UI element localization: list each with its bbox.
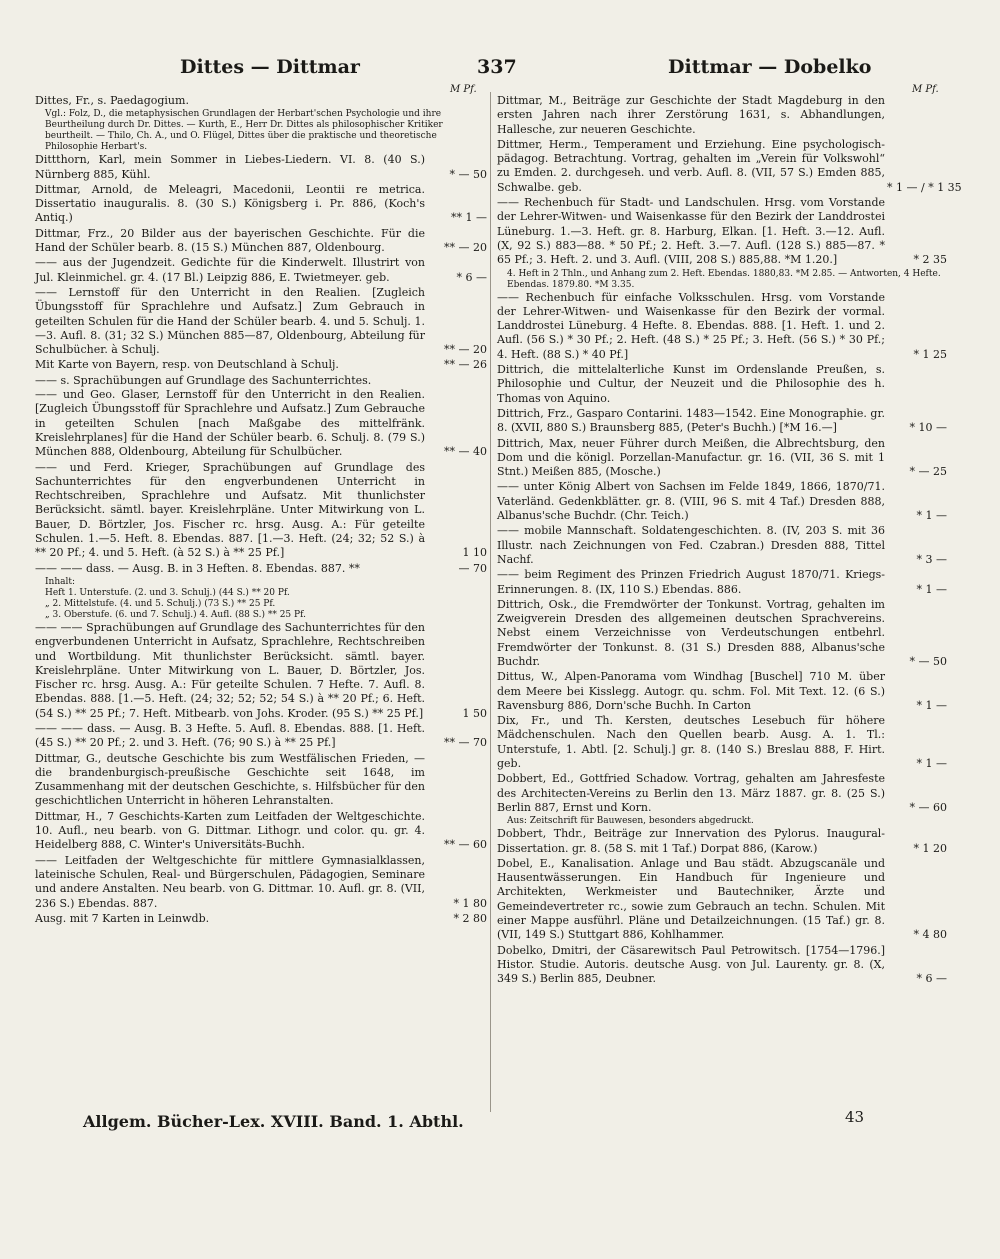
signature-number: 43 [845,1108,865,1126]
entry-price: * 1 — [916,757,947,771]
running-head-right: Dittmar — Dobelko [668,56,872,78]
entry-price: * 1 25 [913,347,947,361]
bibliography-entry [497,714,947,771]
entry-text: Dittrich, Osk., die Fremdwörter der Tonkunst. Vortrag, gehalten im Zweigverein Dresden des allgemeinen deutschen Sprachvereins. Nebst einem Verzeichnisse von Verdeutschungen entbehrl. Fremdwörter der Tonkunst. 8. (31 S.) Dresden 888, Albanus'sche Buchdr. [497,597,885,668]
entry-text: —— aus der Jugendzeit. Gedichte für die Kinderwelt. Illustrirt von Jul. Kleinmichel. gr. 4. (17 Bl.) Leipzig 886, E. Twietmeyer. geb. [35,256,425,284]
entry-price: * 1 — [916,698,947,712]
bibliography-entry [497,94,947,137]
entry-note: Inhalt: Heft 1. Unterstufe. (2. und 3. Schulj.) (44 S.) ** 20 Pf. „ 2. Mittelstufe. (4. und 5. Schulj.) (73 S.) ** 25 Pf. „ 3. Oberstufe. (6. und 7. Schulj.) 4. Aufl. (88 S.) ** 25 Pf. [45,576,306,620]
entry-text: —— beim Regiment des Prinzen Friedrich August 1870/71. Kriegs-Erinnerungen. 8. (IX, 110 S.) Ebendas. 886. [497,568,885,596]
bibliography-entry [497,196,947,267]
entry-price: * — 50 [449,167,487,181]
entry-text: Dittthorn, Karl, mein Sommer in Liebes-Liedern. VI. 8. (40 S.) Nürnberg 885, Kühl. [35,153,425,181]
entry-price: * 2 35 [913,253,947,267]
entry-text: Dobbert, Thdr., Beiträge zur Innervation des Pylorus. Inaugural-Dissertation. gr. 8. (58 S. mit 1 Taf.) Dorpat 886, (Karow.) [497,827,885,855]
bibliography-entry [35,912,487,926]
entry-price: * 1 — [916,509,947,523]
entry-text: —— —— Sprachübungen auf Grundlage des Sachunterrichtes für den engverbundenen Unterricht in Aufsatz, Sprachlehre, Rechtschreiben und Wortbildung. Mit thunlichster Berücksicht. sämtl. bayer. Kreislehrpläne. Unter Mitwirkung von L. Bauer, D. Börtzler, Jos. Fischer rc. hrsg. Ausg. A.: Für geteilte Schulen. 7 Hefte. 7. Aufl. 8. Ebendas. 888. [1.—5. Heft. (24; 32; 52; 52; 54 S.) à ** 20 Pf.; 6. Heft. (54 S.) ** 25 Pf.; 7. Heft. Mitbearb. von Johs. Kroder. (95 S.) ** 25 Pf.] [35,620,425,720]
entry-text: Dittrich, Frz., Gasparo Contarini. 1483—1542. Eine Monographie. gr. 8. (XVII, 880 S.) Braunsberg 885, (Peter's Buchh.) [*M 16.—] [497,406,885,435]
column-divider [490,92,491,1112]
entry-price: * — 25 [909,465,947,479]
bibliography-entry [497,944,947,987]
bibliography-entry [497,524,947,567]
entry-price: 1 10 [462,546,487,560]
running-head-left: Dittes — Dittmar [180,56,360,78]
entry-price: * — 60 [909,800,947,814]
entry-text: Dittus, W., Alpen-Panorama vom Windhag [Buschel] 710 M. über dem Meere bei Kisslegg. Autogr. qu. schm. Fol. Mit Text. 12. (6 S.) Ravensburg 886, Dorn'sche Buchh. In Carton [497,670,885,712]
bibliography-entry [497,670,947,713]
entry-text: —— Lernstoff für den Unterricht in den Realien. [Zugleich Übungsstoff für Sprachlehre und Aufsatz.] Zum Gebrauch in geteilten Schulen für die Hand der Schüler bearb. 4. und 5. Schulj. 1.—3. Aufl. 8. (31; 32 S.) München 885—87, Oldenbourg, Abteilung für Schulbücher. à Schulj. [35,285,425,357]
price-column-head-left: M Pf. [450,84,477,95]
entry-text: —— —— dass. — Ausg. B. in 3 Heften. 8. Ebendas. 887. ** [35,561,360,575]
entry-price: * 3 — [916,552,947,566]
entry-text: Dittmar, M., Beiträge zur Geschichte der Stadt Magdeburg in den ersten Jahren nach ihrer Zerstörung 1631, s. Abhandlungen, Hallesche, zur neueren Geschichte. [497,94,885,136]
bibliography-entry [497,437,947,480]
bibliography-entry [35,722,487,751]
entry-price: ** — 70 [444,736,487,750]
entry-text: —— mobile Mannschaft. Soldatengeschichten. 8. (IV, 203 S. mit 36 Illustr. nach Zeichnungen von Fed. Czabran.) Dresden 888, Tittel Nachf. [497,524,885,566]
entry-text: —— und Ferd. Krieger, Sprachübungen auf Grundlage des Sachunterrichtes für den engverbundenen Unterricht in Rechtschreiben, Sprachlehre und Aufsatz. Mit thunlichster Berücksicht. sämtl. bayer. Kreislehrpläne. Unter Mitwirkung von L. Bauer, D. Börtzler, Jos. Fischer rc. hrsg. Ausg. A.: Für geteilte Schulen. 1.—5. Heft. 8. Ebendas. 887. [1.—3. Heft. (24; 32; 52 S.) à ** 20 Pf.; 4. und 5. Heft. (à 52 S.) à ** 25 Pf.] [35,460,425,560]
bibliography-entry [497,407,947,436]
entry-text: Dobel, E., Kanalisation. Anlage und Bau städt. Abzugscanäle und Hausentwässerungen. Ein Handbuch für Ingenieure und Architekten, Werkmeister und Bautechniker, Ärzte und Gemeindevertreter rc., sowie zum Gebrauch an techn. Schulen. Mit einer Mappe ausführl. Pläne und Detailzeichnungen. (15 Taf.) gr. 8. (VII, 149 S.) Stuttgart 886, Kohlhammer. [497,856,885,942]
entry-price: * 6 — [916,972,947,986]
bibliography-entry [497,857,947,943]
entry-text: —— s. Sprachübungen auf Grundlage des Sachunterrichtes. —— und Geo. Glaser, Lernstoff für den Unterricht in den Realien. [Zugleich Übungsstoff für Sprachlehre und Aufsatz.] Zum Gebrauche in geteilten Schulen [nach Maßgabe des mittelfränk. Kreislehrplanes] für die Hand der Schüler bearb. 6. Schulj. 8. (79 S.) München 888, Oldenbourg, Abteilung für Schulbücher. [35,373,425,459]
bibliography-entry [35,358,487,372]
bibliography-entry [35,374,487,460]
entry-text: —— Rechenbuch für Stadt- und Landschulen. Hrsg. vom Vorstande der Lehrer-Witwen- und Waisenkasse für den Bezirk der Landdrostei Lüneburg. 1.—3. Heft. gr. 8. Harburg, Elkan. [1. Heft. 3.—12. Aufl. (X, 92 S.) 883—88. * 50 Pf.; 2. Heft. 3.—7. Aufl. (128 S.) 885—87. * 65 Pf.; 3. Heft. 2. und 3. Aufl. (VIII, 208 S.) 885,88. *M 1.20.] [497,196,885,267]
entry-price: ** — 40 [444,445,487,459]
entry-price: ** — 20 [444,343,487,357]
entry-text: Mit Karte von Bayern, resp. von Deutschland à Schulj. [35,358,339,372]
bibliography-entry [35,621,487,721]
entry-price: ** — 26 [444,358,487,372]
entry-price: * 4 80 [913,928,947,942]
entry-note: Vgl.: Folz, D., die metaphysischen Grundlagen der Herbart'schen Psychologie und ihre Beurtheilung durch Dr. Dittes. — Kurth, E., Herr Dr. Dittes als philosophischer Kritiker beurtheilt. — Thilo, Ch. A., und O. Flügel, Dittes über die praktische und theoretische Philosophie Herbart's. [45,109,443,153]
entry-price: * — 50 [909,654,947,668]
entry-price: * 2 80 [453,911,487,925]
bibliography-entry [497,480,947,523]
entry-price: * 6 — [456,270,487,284]
entry-note: Aus: Zeitschrift für Bauwesen, besonders abgedruckt. [507,816,754,827]
entry-text: —— —— dass. — Ausg. B. 3 Hefte. 5. Aufl. 8. Ebendas. 888. [1. Heft. (45 S.) ** 20 Pf.; 2. und 3. Heft. (76; 90 S.) à ** 25 Pf.] [35,721,425,750]
bibliography-entry [497,568,947,597]
entry-text: Dittmer, Herm., Temperament und Erziehung. Eine psychologisch-pädagog. Betrachtung. Vortrag, gehalten im „Verein für Volkswohl“ zu Emden. 2. durchgeseh. und verb. Aufl. 8. (VII, 57 S.) Emden 885, Schwalbe. geb. [497,137,885,194]
entry-price: * 1 80 [453,896,487,910]
entry-price: ** — 60 [444,838,487,852]
entry-text: Dittmar, H., 7 Geschichts-Karten zum Leitfaden der Weltgeschichte. 10. Aufl., neu bearb. von G. Dittmar. Lithogr. und color. qu. gr. 4. Heidelberg 888, C. Winter's Universitäts-Buchh. [35,809,425,852]
entry-price: — 70 [458,561,487,575]
right-column [497,94,962,988]
entry-text: Dittrich, die mittelalterliche Kunst im Ordenslande Preußen, s. Philosophie und Cultur, der Neuzeit und die Philosophie des h. Thomas von Aquino. [497,363,885,405]
bibliography-entry [497,363,947,406]
entry-text: Dix, Fr., und Th. Kersten, deutsches Lesebuch für höhere Mädchenschulen. Nach den Quellen bearb. Ausg. A. 1. Tl.: Unterstufe, 1. Abtl. [2. Schulj.] gr. 8. (140 S.) Breslau 888, F. Hirt. geb. [497,714,885,771]
bibliography-entry [35,183,487,226]
bibliography-entry [35,94,487,108]
bibliography-entry [35,752,487,809]
entry-text: Dittrich, Max, neuer Führer durch Meißen, die Albrechtsburg, den Dom und die königl. Porzellan-Manufactur. gr. 16. (VII, 36 S. mit 1 Stnt.) Meißen 885, (Mosche.) [497,436,885,479]
bibliography-entry [497,772,947,815]
entry-text: Dobelko, Dmitri, der Cäsarewitsch Paul Petrowitsch. [1754—1796.] Histor. Studie. Autoris. deutsche Ausg. von Jul. Laurenty. gr. 8. (X, 349 S.) Berlin 885, Deubner. [497,943,885,986]
bibliography-entry [35,286,487,357]
bibliography-entry [35,153,487,182]
entry-price: * 1 — / * 1 35 [887,180,962,194]
bibliography-entry [35,562,487,576]
bibliography-entry [35,854,487,911]
bibliography-entry [35,810,487,853]
entry-text: Dobbert, Ed., Gottfried Schadow. Vortrag, gehalten am Jahresfeste des Architecten-Vereins zu Berlin den 13. März 1887. gr. 8. (25 S.) Berlin 887, Ernst und Korn. [497,772,885,814]
entry-text: Dittmar, Frz., 20 Bilder aus der bayerischen Geschichte. Für die Hand der Schüler bearb. 8. (15 S.) München 887, Oldenbourg. [35,226,425,255]
entry-price: ** 1 — [451,211,487,225]
footer-title: Allgem. Bücher-Lex. XVIII. Band. 1. Abthl. [83,1112,464,1131]
left-column [35,94,487,927]
entry-text: —— unter König Albert von Sachsen im Felde 1849, 1866, 1870/71. Vaterländ. Gedenkblätter. gr. 8. (VIII, 96 S. mit 4 Taf.) Dresden 888, Albanus'sche Buchdr. (Chr. Teich.) [497,480,885,523]
bibliography-entry [497,137,962,195]
entry-price: * 1 20 [913,841,947,855]
bibliography-entry [497,291,947,362]
bibliography-entry [497,827,947,856]
entry-text: —— Leitfaden der Weltgeschichte für mittlere Gymnasialklassen, lateinische Schulen, Real- und Bürgerschulen, Pädagogien, Seminare und andere Anstalten. Neu bearb. von G. Dittmar. 10. Aufl. gr. 8. (VII, 236 S.) Ebendas. 887. [35,853,425,910]
bibliography-entry [35,256,487,285]
entry-price: * 10 — [909,421,947,435]
entry-note: 4. Heft in 2 Thln., und Anhang zum 2. Heft. Ebendas. 1880,83. *M 2.85. — Antworten, 4 Hefte. Ebendas. 1879.80. *M 3.35. [507,268,941,290]
entry-text: Dittmar, Arnold, de Meleagri, Macedonii, Leontii re metrica. Dissertatio inauguralis. 8. (30 S.) Königsberg i. Pr. 886, (Koch's Antiq.) [35,182,425,225]
bibliography-entry [35,227,487,256]
entry-text: Dittmar, G., deutsche Geschichte bis zum Westfälischen Frieden, — die brandenburgisch-preußische Geschichte seit 1648, im Zusammenhang mit der deutschen Geschichte, s. Hilfsbücher für den geschichtlichen Unterricht in höheren Lehranstalten. [35,751,425,808]
bibliography-entry [497,598,947,669]
page-header [35,56,965,86]
entry-text: Ausg. mit 7 Karten in Leinwdb. [35,911,210,925]
page-number: 337 [477,56,517,78]
price-column-head-right: M Pf. [912,84,939,95]
entry-text: —— Rechenbuch für einfache Volksschulen. Hrsg. vom Vorstande der Lehrer-Witwen- und Waisenkasse für den Bezirk der vormal. Landdrostei Lüneburg. 4 Hefte. 8. Ebendas. 888. [1. Heft. 1. und 2. Aufl. (56 S.) * 30 Pf.; 2. Heft. (48 S.) * 25 Pf.; 3. Heft. (56 S.) * 30 Pf.; 4. Heft. (88 S.) * 40 Pf.] [497,290,885,361]
bibliography-entry [35,461,487,561]
entry-price: ** — 20 [444,241,487,255]
entry-text: Dittes, Fr., s. Paedagogium. [35,94,189,107]
entry-price: * 1 — [916,582,947,596]
entry-price: 1 50 [462,706,487,720]
